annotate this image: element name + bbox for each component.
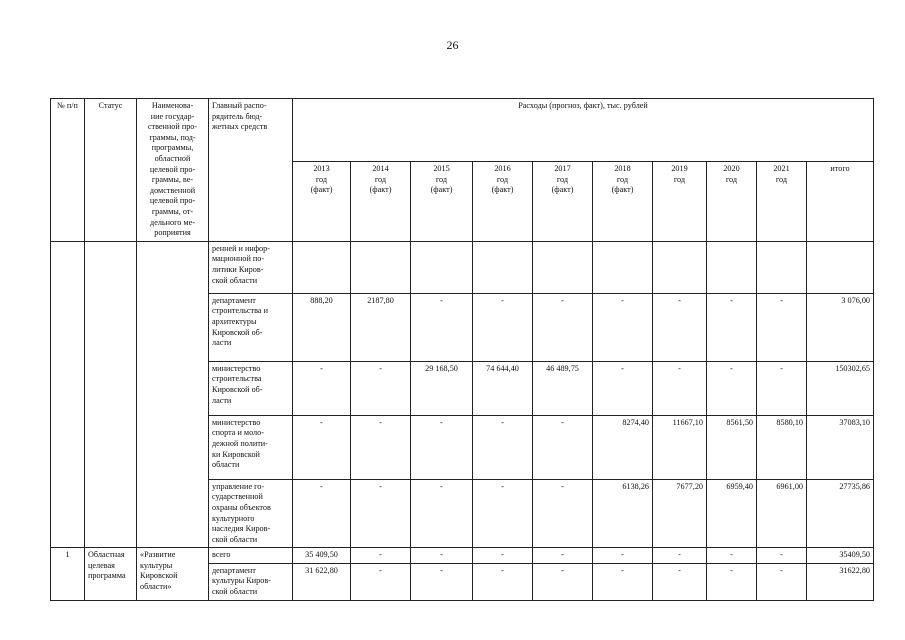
row-distributor: [209, 293, 293, 361]
year-col: 2020 год: [707, 161, 757, 241]
row-value: -: [653, 293, 707, 361]
row-total: 37083,10: [807, 415, 874, 479]
text-line: департамент: [212, 565, 256, 575]
row-value: 6961,00: [757, 479, 807, 548]
text-line: роприятия: [154, 228, 191, 238]
text-line: Главный распо-: [212, 101, 267, 110]
row-value: -: [707, 293, 757, 361]
text-line: охраны объектов: [212, 502, 271, 512]
text-line: строительства: [212, 374, 262, 384]
text-line: домственной: [149, 185, 196, 195]
row-value: -: [351, 563, 411, 600]
row-value: -: [533, 415, 593, 479]
text-line: ласти: [212, 395, 232, 405]
text-line: программа: [88, 571, 126, 581]
row-value: [411, 241, 473, 293]
text-line: Наименова-: [151, 101, 194, 110]
text-line: министерство: [212, 363, 261, 373]
row-value: 31 622,80: [293, 563, 351, 600]
row-distributor: [209, 563, 293, 600]
row-distributor: [209, 415, 293, 479]
text-line: мационной по-: [212, 254, 265, 264]
text-line: министерство: [212, 417, 261, 427]
row-value: 888,20: [293, 293, 351, 361]
header-row: [51, 99, 874, 162]
row-value: -: [533, 479, 593, 548]
row-distributor: [209, 361, 293, 415]
text-line: области»: [140, 582, 172, 592]
row-value: -: [473, 563, 533, 600]
row-total: 31622,80: [807, 563, 874, 600]
row-value: 2187,80: [351, 293, 411, 361]
row-value: [473, 241, 533, 293]
row-value: 46 489,75: [533, 361, 593, 415]
text-line: программы,: [151, 143, 194, 153]
row-value: [533, 241, 593, 293]
row-value: -: [653, 548, 707, 564]
row-program-name: [137, 548, 209, 600]
row-distributor: [209, 479, 293, 548]
text-line: департамент: [212, 295, 256, 305]
text-line: рядитель бюд-: [212, 111, 263, 121]
table-body: [51, 241, 874, 600]
row-value: 6959,40: [707, 479, 757, 548]
row-value: -: [533, 563, 593, 600]
year-col: 2021 год: [757, 161, 807, 241]
text-line: целевой про-: [149, 164, 196, 174]
row-value: 8580,10: [757, 415, 807, 479]
text-line: строительства и: [212, 306, 268, 316]
row-value: -: [533, 548, 593, 564]
row-value: -: [757, 293, 807, 361]
row-total: [807, 241, 874, 293]
row-value: -: [473, 293, 533, 361]
row-value: -: [757, 548, 807, 564]
text-line: граммы, ве-: [151, 175, 194, 185]
row-value: -: [351, 415, 411, 479]
text-line: «Развитие: [140, 550, 176, 560]
text-line: культуры: [140, 560, 173, 570]
text-line: Кировской: [140, 571, 178, 581]
text-line: ки Кировской: [212, 449, 260, 459]
text-line: граммы, под-: [149, 132, 196, 142]
row-value: -: [707, 361, 757, 415]
text-line: ской области: [212, 534, 258, 544]
row-value: [293, 241, 351, 293]
text-line: областной: [154, 153, 191, 163]
row-value: -: [473, 479, 533, 548]
row-value: -: [473, 548, 533, 564]
header-num: № п/п: [51, 99, 85, 242]
row-value: -: [411, 479, 473, 548]
row-value: 8561,50: [707, 415, 757, 479]
header-status: Статус: [85, 99, 137, 242]
row-distributor: [209, 548, 293, 564]
text-line: граммы, от-: [151, 206, 194, 216]
row-value: -: [593, 548, 653, 564]
row-value: -: [293, 479, 351, 548]
row-value: [653, 241, 707, 293]
row-value: 74 644,40: [473, 361, 533, 415]
name-lines: [140, 101, 205, 239]
text-line: ренней и инфор-: [212, 243, 270, 253]
header-distributor: [209, 99, 293, 242]
text-line: области: [212, 460, 240, 470]
row-value: -: [351, 479, 411, 548]
row-value: -: [411, 563, 473, 600]
row-value: -: [533, 293, 593, 361]
text-line: дежной полити-: [212, 438, 268, 448]
row-value: [707, 241, 757, 293]
row-value: -: [757, 361, 807, 415]
year-col: 2014 год (факт): [351, 161, 411, 241]
header-expenses: Расходы (прогноз, факт), тыс. рублей: [293, 99, 874, 162]
row-value: -: [293, 415, 351, 479]
row-value: 29 168,50: [411, 361, 473, 415]
text-line: литики Киров-: [212, 264, 264, 274]
text-line: жетных средств: [212, 122, 268, 132]
row-value: -: [707, 563, 757, 600]
row-value: -: [593, 293, 653, 361]
row-value: -: [473, 415, 533, 479]
row-value: 11667,10: [653, 415, 707, 479]
text-line: культурного: [212, 513, 255, 523]
row-value: -: [351, 361, 411, 415]
row-status: [85, 241, 137, 548]
text-line: ской области: [212, 275, 258, 285]
row-num: [51, 241, 85, 548]
row-value: -: [293, 361, 351, 415]
text-line: Кировской об-: [212, 384, 263, 394]
text-line: сударственной: [212, 492, 263, 502]
table-row: [51, 548, 874, 564]
row-value: -: [411, 293, 473, 361]
distributor-lines: [212, 101, 289, 133]
text-line: ласти: [212, 338, 232, 348]
row-value: -: [593, 563, 653, 600]
row-value: [593, 241, 653, 293]
year-col: 2018 год (факт): [593, 161, 653, 241]
row-value: -: [757, 563, 807, 600]
header-total: итого: [807, 161, 874, 241]
text-line: ской области: [212, 587, 258, 597]
row-value: [757, 241, 807, 293]
text-line: целевая: [88, 560, 115, 570]
text-line: дельного ме-: [150, 217, 195, 227]
row-total: 3 076,00: [807, 293, 874, 361]
year-col: 2017 год (факт): [533, 161, 593, 241]
row-num: 1: [51, 548, 85, 600]
expenses-table: [50, 98, 874, 601]
row-status: [85, 548, 137, 600]
row-value: [351, 241, 411, 293]
text-line: всего: [212, 550, 231, 560]
row-value: -: [351, 548, 411, 564]
row-value: -: [411, 415, 473, 479]
text-line: наследия Киров-: [212, 524, 271, 534]
table-row: [51, 241, 874, 293]
row-value: 6138,26: [593, 479, 653, 548]
text-line: Областная: [88, 550, 125, 560]
row-value: -: [411, 548, 473, 564]
row-total: 150302,65: [807, 361, 874, 415]
text-line: спорта и моло-: [212, 428, 264, 438]
year-col: 2015 год (факт): [411, 161, 473, 241]
text-line: ние государ-: [150, 111, 195, 121]
row-value: -: [593, 361, 653, 415]
text-line: культуры Киров-: [212, 576, 271, 586]
row-value: 35 409,50: [293, 548, 351, 564]
text-line: Кировской об-: [212, 327, 263, 337]
text-line: целевой про-: [149, 196, 196, 206]
row-value: -: [707, 548, 757, 564]
page-number: 26: [446, 38, 459, 52]
row-value: -: [653, 361, 707, 415]
year-col: 2013 год (факт): [293, 161, 351, 241]
year-col: 2016 год (факт): [473, 161, 533, 241]
year-col: 2019 год: [653, 161, 707, 241]
row-value: 8274,40: [593, 415, 653, 479]
text-line: архитектуры: [212, 316, 257, 326]
text-line: управление го-: [212, 481, 265, 491]
row-distributor: [209, 241, 293, 293]
row-total: 35409,50: [807, 548, 874, 564]
row-total: 27735,86: [807, 479, 874, 548]
text-line: ственной про-: [147, 122, 198, 132]
row-value: -: [653, 563, 707, 600]
header-program-name: [137, 99, 209, 242]
row-program-name: [137, 241, 209, 548]
row-value: 7677,20: [653, 479, 707, 548]
